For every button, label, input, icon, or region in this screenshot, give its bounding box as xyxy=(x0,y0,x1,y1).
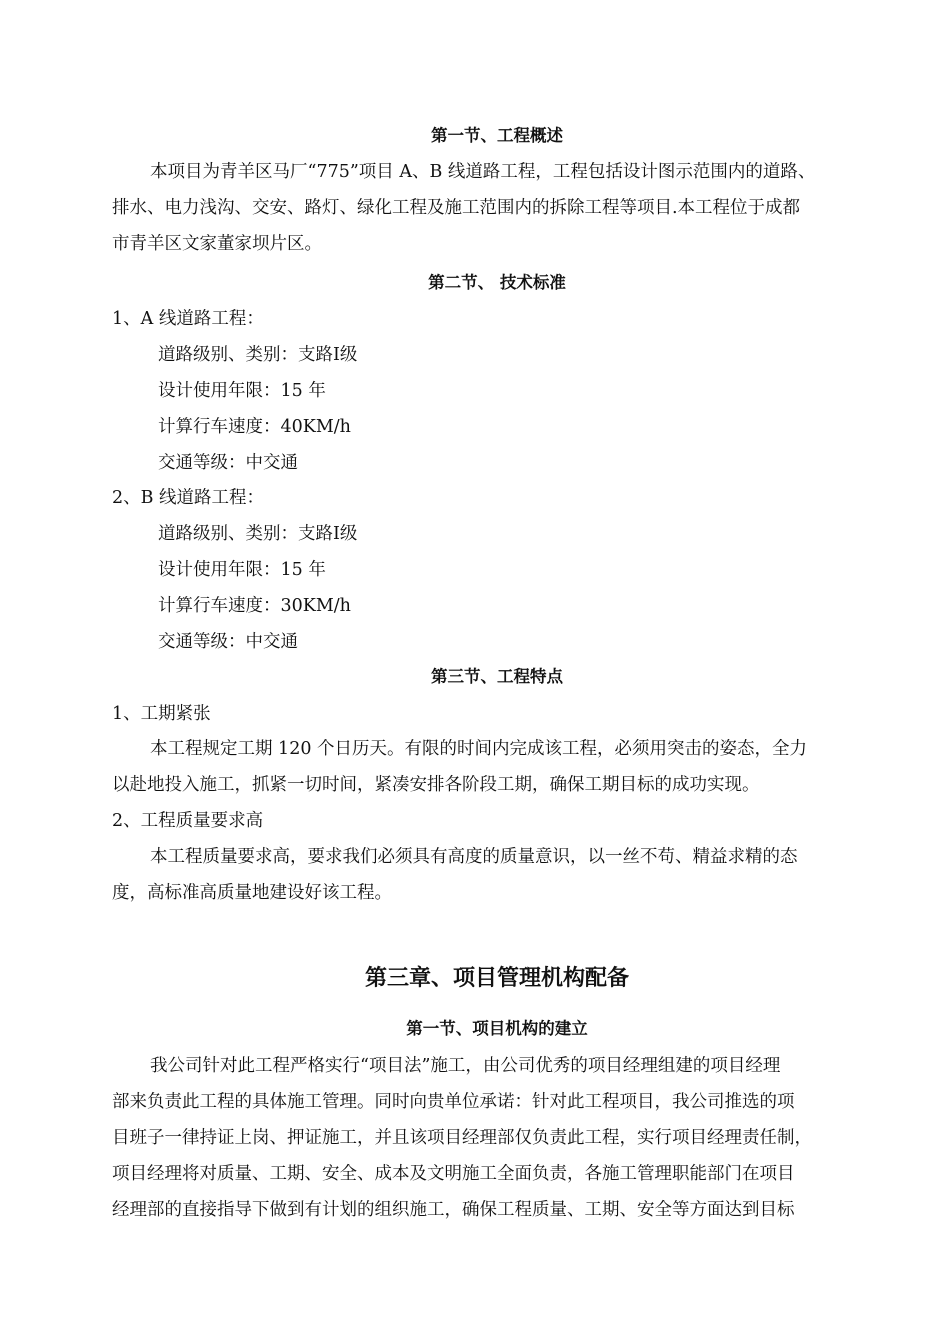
organization-paragraph-line: 项目经理将对质量、工期、安全、成本及文明施工全面负责，各施工管理职能部门在项目 xyxy=(112,1164,795,1184)
organization-paragraph-line: 我公司针对此工程严格实行“项目法”施工，由公司优秀的项目经理组建的项目经理 xyxy=(150,1056,781,1076)
section-heading-technical-standards: 第二节、 技术标准 xyxy=(428,273,566,292)
organization-paragraph-line: 目班子一律持证上岗、押证施工，并且该项目经理部仅负责此工程，实行项目经理责任制， xyxy=(112,1128,812,1148)
feature-paragraph-line: 度，高标准高质量地建设好该工程。 xyxy=(112,883,392,903)
a-line-spec-item: 道路级别、类别：支路Ⅰ级 xyxy=(158,345,358,365)
a-line-spec-item: 设计使用年限：15 年 xyxy=(158,381,326,401)
section-heading-organization: 第一节、项目机构的建立 xyxy=(406,1019,588,1038)
b-line-spec-item: 计算行车速度：30KM/h xyxy=(158,596,351,616)
chapter-title: 第三章、项目管理机构配备 xyxy=(364,966,629,991)
a-line-spec-item: 交通等级：中交通 xyxy=(158,453,298,473)
organization-paragraph-line: 部来负责此工程的具体施工管理。同时向贵单位承诺：针对此工程项目，我公司推选的项 xyxy=(112,1092,795,1112)
feature-point-label: 2、工程质量要求高 xyxy=(112,811,264,831)
overview-paragraph-line: 排水、电力浅沟、交安、路灯、绿化工程及施工范围内的拆除工程等项目.本工程位于成都 xyxy=(112,198,801,218)
overview-paragraph-line: 市青羊区文家董家坝片区。 xyxy=(112,234,322,254)
overview-paragraph-line: 本项目为青羊区马厂“775”项目 A、B 线道路工程，工程包括设计图示范围内的道路、 xyxy=(150,162,816,182)
a-line-label: 1、A 线道路工程： xyxy=(112,309,264,329)
feature-paragraph-line: 本工程质量要求高，要求我们必须具有高度的质量意识，以一丝不苟、精益求精的态 xyxy=(150,847,798,867)
b-line-spec-item: 交通等级：中交通 xyxy=(158,632,298,652)
feature-paragraph-line: 本工程规定工期 120 个日历天。有限的时间内完成该工程，必须用突击的姿态，全力 xyxy=(150,739,808,759)
section-heading-features: 第三节、工程特点 xyxy=(431,667,563,686)
b-line-spec-item: 设计使用年限：15 年 xyxy=(158,560,326,580)
organization-paragraph-line: 经理部的直接指导下做到有计划的组织施工，确保工程质量、工期、安全等方面达到目标 xyxy=(112,1200,795,1220)
section-heading-overview: 第一节、工程概述 xyxy=(431,126,563,145)
b-line-label: 2、B 线道路工程： xyxy=(112,488,265,508)
b-line-spec-item: 道路级别、类别：支路Ⅰ级 xyxy=(158,524,358,544)
feature-point-label: 1、工期紧张 xyxy=(112,704,211,724)
feature-paragraph-line: 以赴地投入施工，抓紧一切时间，紧凑安排各阶段工期，确保工期目标的成功实现。 xyxy=(112,775,760,795)
a-line-spec-item: 计算行车速度：40KM/h xyxy=(158,417,351,437)
